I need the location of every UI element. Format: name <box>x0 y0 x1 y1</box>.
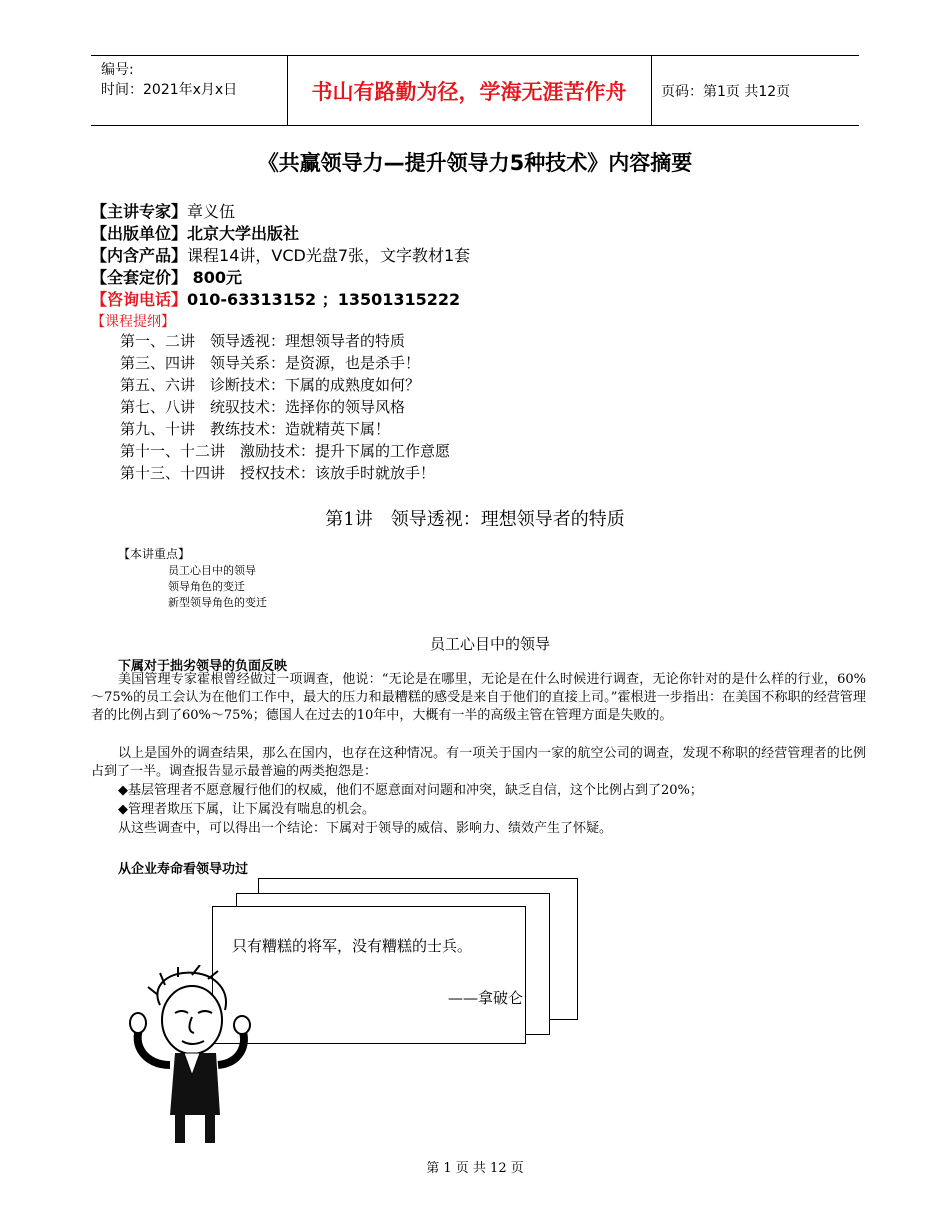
meta-row-price <box>91 267 470 289</box>
document-title: 《共赢领导力—提升领导力5种技术》内容摘要 <box>257 151 693 175</box>
meta-value: 章义伍 <box>187 202 236 221</box>
bullet-item: ◆管理者欺压下属，让下属没有喘息的机会。 <box>118 802 375 817</box>
header-page-info: 页码：第1页 共12页 <box>661 83 791 100</box>
header-divider <box>651 56 652 125</box>
paragraph: 美国管理专家霍根曾经做过一项调查，他说：“无论是在哪里，无论是在什么时候进行调查，无论你针对的是什么样的行业，60%～75%的员工会认为在他们工作中，最大的压力和最糟糕的感受是来自于他们的直接上司。”霍根进一步指出：在美国不称职的经营管理者的比例占到了60%～75%；德国人在过去的10年中，大概有一半的高级主管在管理方面是失败的。 <box>91 672 866 723</box>
meta-key: 【主讲专家】 <box>91 202 188 221</box>
outline-item: 第九、十讲 教练技术：造就精英下属！ <box>120 420 391 438</box>
meta-value: 北京大学出版社 <box>187 224 300 243</box>
outline-item: 第五、六讲 诊断技术：下属的成熟度如何？ <box>120 376 421 394</box>
outline-item: 第三、四讲 领导关系：是资源，也是杀手！ <box>120 354 421 372</box>
outline-label: 【课程提纲】 <box>91 314 175 330</box>
page-footer: 第 1 页 共 12 页 <box>426 1161 524 1176</box>
subsection-title: 下属对于拙劣领导的负面反映 <box>118 659 288 674</box>
meta-value: 010-63313152 ；13501315222 <box>187 290 461 309</box>
paragraph: 以上是国外的调查结果，那么在国内，也存在这种情况。有一项关于国内一家的航空公司的调查，发现不称职的经营管理者的比例占到了一半。调查报告显示最普遍的两类抱怨是： <box>91 746 866 779</box>
meta-value: 课程14讲，VCD光盘7张，文字教材1套 <box>187 246 471 265</box>
section-title: 员工心目中的领导 <box>429 635 550 653</box>
meta-value: 800元 <box>187 268 242 287</box>
cartoon-man-icon <box>120 965 260 1145</box>
meta-key: 【咨询电话】 <box>91 290 188 309</box>
header-motto: 书山有路勤为径，学海无涯苦作舟 <box>311 79 627 104</box>
key-point-item: 员工心目中的领导 <box>168 564 256 577</box>
number-label: 编号: <box>101 62 134 78</box>
key-points-label: 【本讲重点】 <box>118 547 191 561</box>
outline-item: 第一、二讲 领导透视：理想领导者的特质 <box>120 332 406 350</box>
outline-item: 第七、八讲 统驭技术：选择你的领导风格 <box>120 398 406 416</box>
conclusion-text: 从这些调查中，可以得出一个结论：下属对于领导的威信、影响力、绩效产生了怀疑。 <box>118 821 613 836</box>
lecture-title: 第1讲 领导透视：理想领导者的特质 <box>325 509 625 530</box>
meta-key: 【全套定价】 <box>91 268 188 287</box>
meta-info <box>91 201 470 311</box>
page-header <box>91 55 859 126</box>
key-point-item: 领导角色的变迁 <box>168 580 245 593</box>
key-points <box>168 563 267 611</box>
outline-item: 第十三、十四讲 授权技术：该放手时就放手！ <box>120 464 436 482</box>
meta-key: 【内含产品】 <box>91 246 188 265</box>
quote-text: 只有糟糕的将军，没有糟糕的士兵。 <box>232 937 473 955</box>
meta-row-publisher <box>91 223 470 245</box>
key-point-item: 新型领导角色的变迁 <box>168 596 267 609</box>
time-label: 时间：2021年x月x日 <box>101 82 238 98</box>
subsection-title: 从企业寿命看领导功过 <box>118 862 249 877</box>
meta-row-phone <box>91 289 470 311</box>
header-left <box>101 60 237 100</box>
outline-item: 第十一、十二讲 激励技术：提升下属的工作意愿 <box>120 442 451 460</box>
quote-author: ——拿破仑 <box>448 989 524 1007</box>
meta-key: 【出版单位】 <box>91 224 188 243</box>
bullet-item: ◆基层管理者不愿意履行他们的权威，他们不愿意面对问题和冲突，缺乏自信，这个比例占到了20%； <box>118 783 703 798</box>
meta-row-expert <box>91 201 470 223</box>
course-outline <box>120 330 450 484</box>
meta-row-products <box>91 245 470 267</box>
